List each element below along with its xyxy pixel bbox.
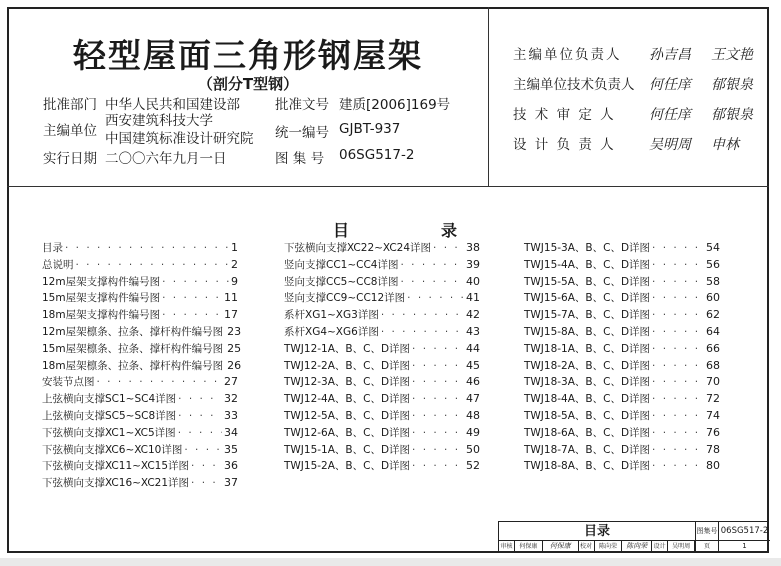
signoff-row (499, 541, 696, 552)
toc-leader-dots (412, 427, 464, 439)
toc-entry-page: 68 (706, 358, 720, 372)
toc-entry-page: 25 (227, 341, 242, 355)
toc-entry-page: 76 (706, 425, 720, 439)
toc-entry-page: 66 (706, 341, 720, 355)
toc-leader-dots (652, 460, 704, 472)
toc-entry[interactable] (524, 257, 720, 274)
responsibility-row (513, 103, 773, 124)
toc-entry-label: TWJ15-7A、B、C、D详图 (524, 309, 651, 322)
toc-entry-page: 50 (466, 442, 480, 456)
toc-entry-label: TWJ18-4A、B、C、D详图 (524, 393, 651, 406)
toc-leader-dots (191, 477, 222, 489)
toc-entry-page: 39 (466, 257, 480, 271)
responsibility-row (513, 133, 773, 154)
signature: 何任庠 (649, 107, 691, 123)
toc-entry-page: 78 (706, 442, 720, 456)
toc-entry-label: TWJ18-7A、B、C、D详图 (524, 443, 651, 456)
toc-entry-page: 1 (231, 241, 238, 254)
signature: 陈向荣 (622, 541, 652, 552)
toc-entry-page: 43 (466, 324, 480, 338)
toc-entry-label: TWJ18-1A、B、C、D详图 (524, 342, 651, 355)
toc-entry[interactable] (284, 307, 480, 324)
toc-entry[interactable] (42, 324, 242, 341)
signature: 吴明周 (649, 137, 691, 153)
toc-entry-label: 下弦横向支撑XC22~XC24详图 (284, 242, 432, 254)
toc-entry-label: 15m屋架檩条、拉条、撑杆构件编号图 (42, 342, 224, 355)
toc-leader-dots (652, 309, 704, 321)
toc-entry-page: 70 (706, 375, 720, 389)
responsibility-panel (489, 7, 769, 187)
toc-leader-dots (433, 242, 464, 254)
toc-entry-label: 下弦横向支撑XC6~XC10详图 (42, 443, 183, 456)
toc-entry[interactable] (284, 358, 480, 375)
toc-entry-label: TWJ12-3A、B、C、D详图 (284, 376, 411, 389)
toc-leader-dots (178, 410, 222, 422)
effective-date-value: 二〇〇六年九月一日 (105, 151, 227, 167)
toc-entry[interactable] (42, 408, 238, 425)
toc-entry-label: 总说明 (42, 258, 74, 271)
toc-leader-dots (65, 242, 229, 254)
toc-entry[interactable] (42, 475, 238, 492)
toc-entry-label: 12m屋架檩条、拉条、撑杆构件编号图 (42, 325, 224, 338)
toc-entry-label: TWJ15-8A、B、C、D详图 (524, 325, 651, 338)
toc-entry[interactable] (42, 358, 242, 375)
atlas-no-value: 06SG517-2 (339, 147, 415, 163)
page-number: 1 (742, 542, 747, 550)
toc-entry-page: 80 (706, 459, 720, 473)
toc-entry-page: 45 (466, 358, 480, 372)
toc-entry-page: 9 (231, 274, 238, 288)
toc-entry[interactable] (42, 257, 238, 274)
toc-entry[interactable] (284, 425, 480, 442)
toc-leader-dots (412, 360, 464, 372)
toc-entry-page: 49 (466, 425, 480, 439)
effective-date-label: 实行日期 (43, 151, 97, 167)
toc-entry-label: TWJ15-3A、B、C、D详图 (524, 242, 651, 254)
toc-entry[interactable] (284, 274, 480, 291)
toc-entry[interactable] (42, 290, 238, 307)
toc-entry[interactable] (284, 341, 480, 358)
toc-entry-label: 竖向支撑CC1~CC4详图 (284, 258, 399, 271)
toc-entry-page: 2 (231, 257, 238, 271)
toc-entry-label: 18m屋架檩条、拉条、撑杆构件编号图 (42, 359, 224, 372)
toc-entry-label: TWJ18-6A、B、C、D详图 (524, 426, 651, 439)
toc-entry[interactable] (284, 442, 480, 459)
responsibility-row (513, 43, 773, 64)
viewer-bottom-strip (0, 558, 781, 566)
toc-entry-label: TWJ12-4A、B、C、D详图 (284, 393, 411, 406)
toc-leader-dots (652, 343, 704, 355)
toc-entry[interactable] (524, 341, 720, 358)
signoff-cell: 审核 (499, 541, 515, 552)
toc-leader-dots (412, 393, 464, 405)
toc-entry[interactable] (284, 324, 480, 341)
toc-leader-dots (652, 410, 704, 422)
toc-entry-label: TWJ15-1A、B、C、D详图 (284, 443, 411, 456)
toc-entry-label: TWJ15-2A、B、C、D详图 (284, 460, 411, 473)
title-block (498, 521, 769, 553)
toc-entry-label: 竖向支撑CC9~CC12详图 (284, 292, 406, 305)
signature: 何任庠 (649, 77, 691, 93)
toc-entry[interactable] (524, 374, 720, 391)
atlas-no-label: 图集号 (696, 522, 719, 541)
toc-entry[interactable] (524, 391, 720, 408)
page-label: 页 (696, 541, 719, 552)
toc-entry-page: 38 (466, 241, 480, 254)
atlas-no-value: 06SG517-2 (719, 522, 770, 541)
toc-heading-right: 录 (441, 221, 458, 240)
toc-entry[interactable] (524, 425, 720, 442)
toc-entry-label: 下弦横向支撑XC16~XC21详图 (42, 477, 190, 490)
toc-entry-label: 竖向支撑CC5~CC8详图 (284, 275, 399, 288)
toc-entry-page: 34 (224, 425, 238, 439)
unified-no-value: GJBT-937 (339, 121, 401, 137)
toc-entry-page: 32 (224, 392, 238, 406)
toc-entry[interactable] (42, 240, 238, 257)
toc-entry-page: 37 (224, 476, 238, 490)
toc-entry-label: TWJ18-3A、B、C、D详图 (524, 376, 651, 389)
toc-entry-page: 46 (466, 375, 480, 389)
approval-no-label: 批准文号 (275, 97, 329, 113)
chief-editor-label: 主编单位 (43, 123, 97, 139)
toc-heading-left: 目 (333, 221, 350, 240)
toc-entry-page: 11 (224, 291, 238, 305)
toc-entry[interactable] (284, 408, 480, 425)
toc-leader-dots (652, 360, 704, 372)
role-label: 技 术 审 定 人 (513, 107, 616, 123)
toc-entry[interactable] (524, 290, 720, 307)
toc-entry-page: 26 (227, 358, 242, 372)
toc-entry[interactable] (524, 408, 720, 425)
toc-leader-dots (401, 276, 465, 288)
toc-entry-page: 44 (466, 341, 480, 355)
toc-leader-dots (412, 376, 464, 388)
cover-header (7, 7, 489, 187)
toc-leader-dots (652, 376, 704, 388)
toc-entry[interactable] (42, 425, 238, 442)
toc-leader-dots (191, 460, 222, 472)
toc-column-3 (524, 240, 720, 475)
toc-entry-page: 54 (706, 241, 720, 254)
toc-entry-page: 17 (224, 308, 238, 322)
role-label: 设 计 负 责 人 (513, 137, 616, 153)
toc-entry[interactable] (284, 290, 480, 307)
toc-entry[interactable] (524, 240, 720, 257)
toc-leader-dots (652, 393, 704, 405)
toc-entry-label: 目录 (42, 242, 63, 254)
toc-entry-page: 56 (706, 257, 720, 271)
signature: 郁银泉 (711, 107, 753, 123)
sheet-name: 目录 (499, 522, 696, 541)
toc-entry[interactable] (524, 358, 720, 375)
approval-dept-label: 批准部门 (43, 97, 97, 113)
toc-entry[interactable] (524, 307, 720, 324)
toc-column-1 (42, 240, 242, 492)
toc-entry-page: 62 (706, 308, 720, 322)
toc-entry[interactable] (284, 257, 480, 274)
toc-entry-label: TWJ12-5A、B、C、D详图 (284, 409, 411, 422)
toc-entry[interactable] (284, 240, 480, 257)
toc-entry-label: TWJ12-1A、B、C、D详图 (284, 342, 411, 355)
toc-entry-page: 74 (706, 408, 720, 422)
toc-entry-label: 系杆XG4~XG6详图 (284, 325, 379, 338)
toc-entry[interactable] (42, 274, 238, 291)
toc-leader-dots (401, 259, 465, 271)
role-label: 主编单位负责人 (513, 47, 622, 63)
toc-entry-label: 12m屋架支撑构件编号图 (42, 275, 161, 288)
toc-leader-dots (652, 427, 704, 439)
toc-leader-dots (162, 292, 222, 304)
toc-entry-page: 48 (466, 408, 480, 422)
toc-leader-dots (652, 242, 704, 254)
toc-entry[interactable] (284, 374, 480, 391)
atlas-no-label: 图 集 号 (275, 151, 325, 167)
toc-entry-label: TWJ15-4A、B、C、D详图 (524, 258, 651, 271)
toc-entry[interactable] (524, 324, 720, 341)
toc-entry-label: 安装节点图 (42, 376, 95, 389)
toc-leader-dots (412, 460, 464, 472)
toc-entry-page: 52 (466, 459, 480, 473)
toc-leader-dots (381, 309, 464, 321)
toc-entry[interactable] (284, 458, 480, 475)
toc-leader-dots (652, 292, 704, 304)
signature: 郁银泉 (711, 77, 753, 93)
signoff-cell: 校对 (579, 541, 595, 552)
toc-leader-dots (652, 444, 704, 456)
chief-editor-value-2: 中国建筑标准设计研究院 (105, 131, 254, 147)
toc-entry-page: 36 (224, 459, 238, 473)
responsibility-row (513, 73, 773, 94)
toc-entry[interactable] (42, 374, 238, 391)
toc-leader-dots (412, 444, 464, 456)
chief-editor-value-1: 西安建筑科技大学 (105, 113, 213, 129)
signoff-cell: 吴明周 (668, 541, 695, 552)
approval-dept-value: 中华人民共和国建设部 (105, 97, 240, 113)
toc-entry-label: 上弦横向支撑SC1~SC4详图 (42, 393, 177, 406)
toc-leader-dots (407, 292, 464, 304)
toc-entry-label: TWJ15-5A、B、C、D详图 (524, 275, 651, 288)
toc-entry-label: TWJ18-8A、B、C、D详图 (524, 460, 651, 473)
toc-leader-dots (178, 393, 222, 405)
toc-entry[interactable] (524, 458, 720, 475)
toc-entry-label: 系杆XG1~XG3详图 (284, 309, 379, 322)
toc-leader-dots (412, 410, 464, 422)
toc-entry[interactable] (42, 458, 238, 475)
toc-entry-label: 下弦横向支撑XC11~XC15详图 (42, 460, 190, 473)
toc-leader-dots (412, 343, 464, 355)
toc-entry-label: TWJ18-2A、B、C、D详图 (524, 359, 651, 372)
signature: 王文艳 (711, 47, 753, 63)
toc-entry[interactable] (42, 391, 238, 408)
toc-leader-dots (97, 376, 223, 388)
toc-entry[interactable] (42, 307, 238, 324)
atlas-subtitle: （剖分T型钢） (197, 75, 299, 93)
toc-entry-page: 64 (706, 324, 720, 338)
signoff-cell: 设计 (652, 541, 668, 552)
toc-leader-dots (178, 427, 222, 439)
atlas-title: 轻型屋面三角形钢屋架 (73, 36, 423, 75)
toc-entry-page: 47 (466, 392, 480, 406)
toc-entry-label: TWJ15-6A、B、C、D详图 (524, 292, 651, 305)
toc-entry-page: 40 (466, 274, 480, 288)
toc-entry-page: 60 (706, 291, 720, 305)
toc-entry-label: TWJ18-5A、B、C、D详图 (524, 409, 651, 422)
toc-entry[interactable] (42, 341, 242, 358)
toc-entry-page: 41 (466, 291, 480, 305)
toc-entry-label: 15m屋架支撑构件编号图 (42, 292, 161, 305)
toc-leader-dots (162, 309, 222, 321)
toc-leader-dots (652, 326, 704, 338)
toc-leader-dots (652, 259, 704, 271)
approval-no-value: 建质[2006]169号 (339, 97, 451, 113)
toc-entry-page: 58 (706, 274, 720, 288)
unified-no-label: 统一编号 (275, 125, 329, 141)
toc-entry[interactable] (524, 274, 720, 291)
toc-entry-page: 35 (224, 442, 238, 456)
toc-entry-label: 下弦横向支撑XC1~XC5详图 (42, 426, 176, 439)
signoff-cell: 何保康 (515, 541, 543, 552)
toc-entry-page: 23 (227, 324, 242, 338)
toc-leader-dots (162, 276, 229, 288)
toc-entry-page: 33 (224, 408, 238, 422)
toc-entry-label: TWJ12-6A、B、C、D详图 (284, 426, 411, 439)
signature: 何保康 (543, 541, 579, 552)
toc-entry[interactable] (524, 442, 720, 459)
toc-leader-dots (381, 326, 464, 338)
toc-entry[interactable] (42, 442, 238, 459)
toc-leader-dots (652, 276, 704, 288)
toc-entry-label: 18m屋架支撑构件编号图 (42, 309, 161, 322)
toc-leader-dots (76, 259, 230, 271)
toc-entry[interactable] (284, 391, 480, 408)
signoff-cell: 陈向荣 (595, 541, 623, 552)
toc-entry-label: TWJ12-2A、B、C、D详图 (284, 359, 411, 372)
signature: 申林 (711, 137, 739, 153)
toc-entry-page: 42 (466, 308, 480, 322)
toc-leader-dots (184, 444, 222, 456)
toc-entry-label: 上弦横向支撑SC5~SC8详图 (42, 409, 177, 422)
toc-entry-page: 72 (706, 392, 720, 406)
role-label: 主编单位技术负责人 (513, 77, 635, 93)
toc-column-2 (284, 240, 480, 475)
signature: 孙吉昌 (649, 47, 691, 63)
toc-entry-page: 27 (224, 375, 238, 389)
